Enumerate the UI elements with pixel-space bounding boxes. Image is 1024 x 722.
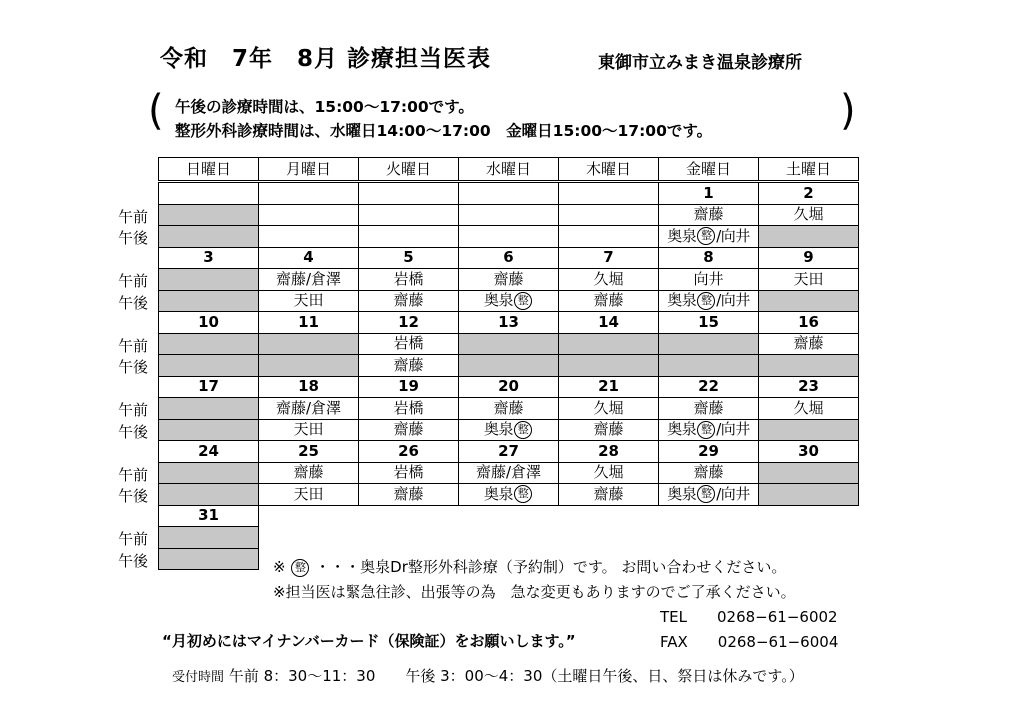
date-cell [559, 182, 659, 205]
empty-cell [759, 527, 859, 549]
pm-label: 午後 [118, 487, 149, 505]
doctor-name: 奥泉 [667, 420, 697, 439]
date-cell: 20 [459, 376, 559, 398]
doctor-name: 奥泉 [667, 226, 697, 245]
pm-doctor-cell [459, 355, 559, 377]
am-doctor-cell: 岩橋 [359, 269, 459, 291]
date-cell: 9 [759, 247, 859, 269]
date-cell [359, 182, 459, 205]
empty-cell [759, 505, 859, 527]
empty-cell [559, 505, 659, 527]
am-doctor-cell [159, 398, 259, 420]
pm-doctor-cell [559, 355, 659, 377]
date-cell [259, 182, 359, 205]
date-cell: 5 [359, 247, 459, 269]
date-row [159, 182, 859, 205]
doctor-name: 奥泉 [483, 291, 513, 310]
date-row [159, 376, 859, 398]
date-row [159, 441, 859, 463]
am-doctor-cell: 久堀 [559, 462, 659, 484]
am-label: 午前 [118, 336, 149, 355]
pm-doctor-cell: 天田 [259, 484, 359, 506]
pm-doctor-cell [259, 355, 359, 377]
seikei-mark-icon: 整 [697, 421, 715, 439]
pm-doctor-cell: 天田 [259, 419, 359, 441]
date-cell: 7 [559, 247, 659, 269]
pm-doctor-cell [759, 290, 859, 312]
am-doctor-cell: 齋藤 [659, 462, 759, 484]
change-footnote: ※担当医は緊急往診、出張等の為 急な変更もありますのでご了承ください。 [273, 583, 796, 601]
pm-doctor-cell [659, 484, 759, 506]
am-doctor-cell: 齋藤 [259, 462, 359, 484]
am-row [159, 462, 859, 484]
doctor-name: 奥泉 [483, 484, 513, 503]
am-label: 午前 [118, 272, 149, 290]
orthopedic-footnote [273, 556, 786, 577]
reception-hours-label: 受付時間 [172, 670, 225, 685]
empty-cell [559, 527, 659, 549]
empty-cell [259, 527, 359, 549]
seikei-mark-icon: 整 [514, 421, 532, 439]
pm-doctor-cell [559, 226, 659, 248]
pm-doctor-cell [159, 290, 259, 312]
weekday-header: 水曜日 [459, 158, 559, 182]
pm-row [159, 419, 859, 441]
seikei-mark-icon: 整 [514, 292, 532, 310]
pm-doctor-cell [159, 484, 259, 506]
am-row [159, 527, 859, 549]
pm-label: 午後 [118, 422, 149, 441]
footnote-mark: ※ [273, 558, 286, 576]
doctor-name: /向井 [716, 226, 750, 245]
am-row [159, 398, 859, 420]
date-cell: 12 [359, 312, 459, 334]
pm-doctor-cell [759, 226, 859, 248]
am-doctor-cell [359, 204, 459, 226]
schedule-table [158, 157, 859, 570]
empty-cell [359, 505, 459, 527]
pm-doctor-cell: 齋藤 [559, 290, 659, 312]
reception-hours [172, 665, 804, 686]
pm-doctor-cell [659, 226, 759, 248]
am-doctor-cell [559, 333, 659, 355]
am-row [159, 204, 859, 226]
am-doctor-cell [159, 333, 259, 355]
date-cell: 27 [459, 441, 559, 463]
doctor-name: /向井 [716, 291, 750, 310]
date-cell: 13 [459, 312, 559, 334]
seikei-mark-icon: 整 [697, 485, 715, 503]
pm-row [159, 226, 859, 248]
footnote-text: ・・・奥泉Dr整形外科診療（予約制）です。 お問い合わせください。 [315, 558, 787, 576]
am-label: 午前 [118, 530, 149, 548]
date-cell [159, 182, 259, 205]
am-doctor-cell [659, 333, 759, 355]
am-doctor-cell: 久堀 [559, 398, 659, 420]
am-doctor-cell: 岩橋 [359, 333, 459, 355]
weekday-header: 土曜日 [759, 158, 859, 182]
am-doctor-cell [159, 269, 259, 291]
date-cell: 16 [759, 312, 859, 334]
am-doctor-cell [259, 333, 359, 355]
am-doctor-cell: 齋藤 [659, 398, 759, 420]
right-paren: ) [840, 86, 856, 136]
pm-label: 午後 [118, 293, 149, 312]
seikei-mark-icon: 整 [514, 485, 532, 503]
date-cell: 14 [559, 312, 659, 334]
doctor-name: 奥泉 [667, 291, 697, 310]
weekday-header: 金曜日 [659, 158, 759, 182]
pm-doctor-cell [759, 484, 859, 506]
am-doctor-cell [459, 204, 559, 226]
pm-doctor-cell: 齋藤 [359, 290, 459, 312]
pm-doctor-cell [159, 419, 259, 441]
clinic-name: 東御市立みまき温泉診療所 [598, 53, 802, 73]
am-doctor-cell: 齋藤/倉澤 [259, 269, 359, 291]
am-doctor-cell: 齋藤 [459, 398, 559, 420]
am-doctor-cell: 齋藤 [459, 269, 559, 291]
am-doctor-cell: 齋藤 [659, 204, 759, 226]
doctor-name: 奥泉 [667, 484, 697, 503]
fax-number: FAX 0268−61−6004 [660, 633, 839, 651]
pm-row [159, 484, 859, 506]
date-cell: 4 [259, 247, 359, 269]
empty-cell [459, 527, 559, 549]
date-cell: 29 [659, 441, 759, 463]
am-doctor-cell: 向井 [659, 269, 759, 291]
am-row [159, 269, 859, 291]
pm-doctor-cell: 天田 [259, 290, 359, 312]
pm-doctor-cell [159, 548, 259, 570]
date-cell: 31 [159, 505, 259, 527]
schedule-body [159, 182, 859, 570]
am-doctor-cell [159, 527, 259, 549]
date-cell: 6 [459, 247, 559, 269]
pm-row [159, 290, 859, 312]
am-label: 午前 [118, 465, 149, 484]
date-cell: 21 [559, 376, 659, 398]
date-cell: 18 [259, 376, 359, 398]
page-title: 令和 7年 8月 診療担当医表 [160, 46, 492, 72]
pm-doctor-cell [459, 419, 559, 441]
am-doctor-cell: 久堀 [559, 269, 659, 291]
am-doctor-cell: 天田 [759, 269, 859, 291]
orthopedic-hours-note: 整形外科診療時間は、水曜日14:00〜17:00 金曜日15:00〜17:00です。 [175, 122, 713, 140]
am-doctor-cell [559, 204, 659, 226]
am-label: 午前 [118, 207, 149, 226]
am-doctor-cell [459, 333, 559, 355]
telephone-number: TEL 0268−61−6002 [660, 608, 838, 626]
mynumber-card-notice: “月初めにはマイナンバーカード（保険証）をお願いします。” [162, 632, 576, 650]
date-cell: 1 [659, 182, 759, 205]
pm-doctor-cell: 齋藤 [559, 484, 659, 506]
date-cell: 11 [259, 312, 359, 334]
weekday-header: 木曜日 [559, 158, 659, 182]
pm-label: 午後 [118, 551, 149, 570]
pm-doctor-cell [759, 419, 859, 441]
date-row [159, 505, 859, 527]
pm-doctor-cell [459, 290, 559, 312]
pm-label: 午後 [118, 358, 149, 376]
date-cell: 10 [159, 312, 259, 334]
pm-row [159, 355, 859, 377]
pm-doctor-cell: 齋藤 [559, 419, 659, 441]
am-doctor-cell: 久堀 [759, 204, 859, 226]
am-doctor-cell [259, 204, 359, 226]
am-doctor-cell: 齋藤/倉澤 [459, 462, 559, 484]
left-paren: ( [148, 86, 164, 136]
date-row [159, 312, 859, 334]
date-cell: 19 [359, 376, 459, 398]
seikei-mark-icon: 整 [697, 227, 715, 245]
pm-doctor-cell: 齋藤 [359, 484, 459, 506]
empty-cell [659, 527, 759, 549]
am-doctor-cell [159, 204, 259, 226]
doctor-name: /向井 [716, 420, 750, 439]
am-doctor-cell: 岩橋 [359, 462, 459, 484]
seikei-mark-icon: 整 [291, 559, 309, 577]
date-cell [459, 182, 559, 205]
pm-doctor-cell: 齋藤 [359, 355, 459, 377]
date-cell: 17 [159, 376, 259, 398]
date-cell: 15 [659, 312, 759, 334]
doctor-name: 奥泉 [483, 420, 513, 439]
seikei-mark-icon: 整 [697, 292, 715, 310]
date-cell: 24 [159, 441, 259, 463]
am-doctor-cell: 齋藤/倉澤 [259, 398, 359, 420]
date-cell: 22 [659, 376, 759, 398]
pm-doctor-cell [159, 226, 259, 248]
empty-cell [659, 505, 759, 527]
am-doctor-cell [159, 462, 259, 484]
empty-cell [259, 505, 359, 527]
weekday-header: 火曜日 [359, 158, 459, 182]
weekday-header: 月曜日 [259, 158, 359, 182]
pm-label: 午後 [118, 229, 149, 247]
doctor-name: /向井 [716, 484, 750, 503]
pm-doctor-cell [459, 484, 559, 506]
pm-doctor-cell [659, 419, 759, 441]
weekday-header: 日曜日 [159, 158, 259, 182]
afternoon-hours-note: 午後の診療時間は、15:00〜17:00です。 [175, 98, 474, 116]
pm-doctor-cell [459, 226, 559, 248]
pm-doctor-cell [259, 226, 359, 248]
am-doctor-cell: 齋藤 [759, 333, 859, 355]
am-doctor-cell: 岩橋 [359, 398, 459, 420]
empty-cell [459, 505, 559, 527]
pm-doctor-cell [759, 355, 859, 377]
reception-hours-value: 午前 8：30〜11：30 午後 3：00〜4：30（土曜日午後、日、祭日は休みです。） [228, 667, 804, 685]
date-cell: 2 [759, 182, 859, 205]
empty-cell [359, 527, 459, 549]
am-doctor-cell [759, 462, 859, 484]
date-cell: 26 [359, 441, 459, 463]
am-row [159, 333, 859, 355]
date-cell: 23 [759, 376, 859, 398]
pm-doctor-cell [659, 355, 759, 377]
date-row [159, 247, 859, 269]
pm-doctor-cell [359, 226, 459, 248]
weekday-header-row [159, 158, 859, 182]
pm-doctor-cell [659, 290, 759, 312]
date-cell: 30 [759, 441, 859, 463]
date-cell: 25 [259, 441, 359, 463]
date-cell: 28 [559, 441, 659, 463]
date-cell: 8 [659, 247, 759, 269]
pm-doctor-cell [159, 355, 259, 377]
date-cell: 3 [159, 247, 259, 269]
am-label: 午前 [118, 401, 149, 419]
pm-doctor-cell: 齋藤 [359, 419, 459, 441]
am-doctor-cell: 久堀 [759, 398, 859, 420]
